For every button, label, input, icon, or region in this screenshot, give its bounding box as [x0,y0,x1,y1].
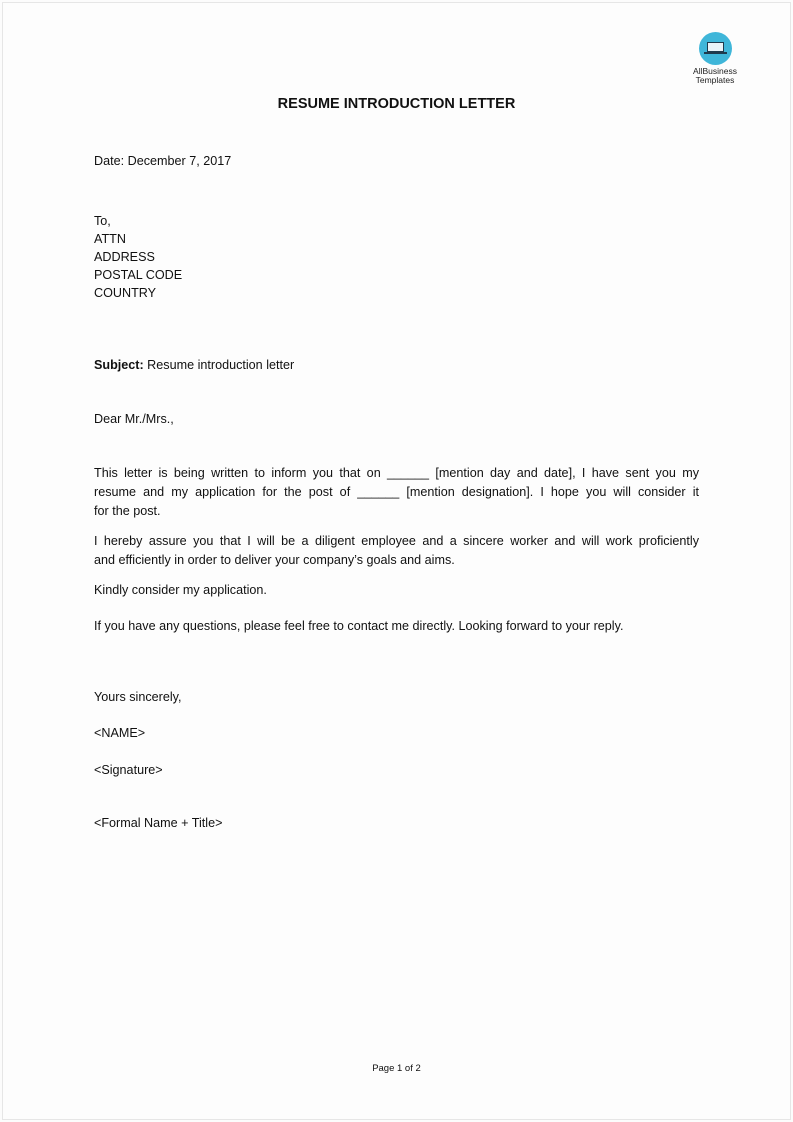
document-title: RESUME INTRODUCTION LETTER [277,96,516,112]
paragraph-1-line-2: resume and my application for the post of ______ [mention designation]. I hope you will consider it [94,485,699,499]
recipient-postal-code: POSTAL CODE [94,268,183,282]
logo-line-2: Templates [695,75,735,85]
logo-line-1: AllBusiness [693,66,737,76]
paragraph-2-line-2: and efficiently in order to deliver your company’s goals and aims. [94,553,455,567]
paragraph-1-line-1: This letter is being written to inform you that on ______ [mention day and date], I have sent you my [94,466,699,480]
subject-line [94,357,294,373]
signature-placeholder: <Signature> [94,763,163,777]
recipient-attn: ATTN [94,232,126,246]
closing: Yours sincerely, [94,690,182,704]
paragraph-2-line-1: I hereby assure you that I will be a diligent employee and a sincere worker and will work proficiently [94,534,699,548]
subject-text: Resume introduction letter [143,358,295,372]
name-placeholder: <NAME> [94,726,146,740]
subject-label: Subject: [94,358,144,372]
page-number: Page 1 of 2 [372,1063,421,1074]
paragraph-3: Kindly consider my application. [94,583,267,597]
recipient-address: ADDRESS [94,250,155,264]
allbusiness-logo [690,32,740,85]
formal-name-placeholder: <Formal Name + Title> [94,816,223,830]
salutation: Dear Mr./Mrs., [94,412,174,426]
recipient-country: COUNTRY [94,286,157,300]
laptop-icon [699,32,732,65]
paragraph-1-line-3: for the post. [94,504,161,518]
recipient-to: To, [94,214,111,228]
paragraph-4: If you have any questions, please feel free to contact me directly. Looking forward to your reply. [94,619,624,633]
date-line: Date: December 7, 2017 [94,154,232,168]
